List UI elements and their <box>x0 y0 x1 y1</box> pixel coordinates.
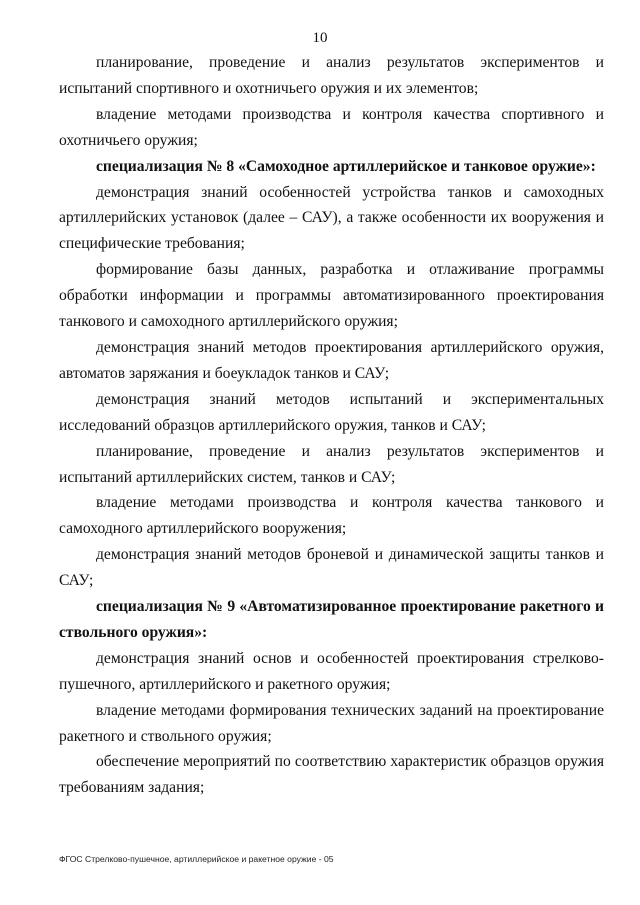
specialization-9-heading: специализация № 9 «Автоматизированное проектирование ракетного и ствольного оружия»: <box>59 598 604 641</box>
paragraph-tanks-sau-knowledge: демонстрация знаний особенностей устройства танков и самоходных артиллерийских установок (далее – САУ), а также особенности их вооружения и специфические требования; <box>59 183 604 253</box>
paragraph-database-software: формирование базы данных, разработка и отлаживание программы обработки информации и программы автоматизированного проектирования танкового и самоходного артиллерийского оружия; <box>59 261 604 331</box>
page-footer: ФГОС Стрелково-пушечное, артиллерийское и ракетное оружие - 05 <box>59 854 334 864</box>
paragraph-testing-methods: демонстрация знаний методов испытаний и экспериментальных исследований образцов артиллерийского оружия, танков и САУ; <box>59 390 604 434</box>
paragraph-design-fundamentals: демонстрация знаний основ и особенностей проектирования стрелково-пушечного, артиллерийского и ракетного оружия; <box>59 649 604 693</box>
paragraph-production-tank-weapons: владение методами производства и контроля качества танкового и самоходного артиллерийского вооружения; <box>59 494 604 538</box>
paragraph-design-methods: демонстрация знаний методов проектирования артиллерийского оружия, автоматов заряжания и боеукладок танков и САУ; <box>59 338 604 382</box>
document-body <box>59 50 604 801</box>
paragraph-production-sport-weapons: владение методами производства и контроля качества спортивного и охотничьего оружия; <box>59 105 604 149</box>
specialization-8-heading: специализация № 8 «Самоходное артиллерийское и танковое оружие»: <box>96 157 596 175</box>
paragraph-technical-specifications: владение методами формирования технических заданий на проектирование ракетного и ствольного оружия; <box>59 701 604 745</box>
paragraph-planning-sport-weapons: планирование, проведение и анализ результатов экспериментов и испытаний спортивного и охотничьего оружия и их элементов; <box>59 54 604 97</box>
page-number: 10 <box>312 30 328 46</box>
paragraph-compliance-measures: обеспечение мероприятий по соответствию характеристик образцов оружия требованиям задания; <box>59 753 604 797</box>
paragraph-planning-artillery: планирование, проведение и анализ результатов экспериментов и испытаний артиллерийских систем, танков и САУ; <box>59 442 604 486</box>
paragraph-armor-protection: демонстрация знаний методов броневой и динамической защиты танков и САУ; <box>59 546 604 590</box>
